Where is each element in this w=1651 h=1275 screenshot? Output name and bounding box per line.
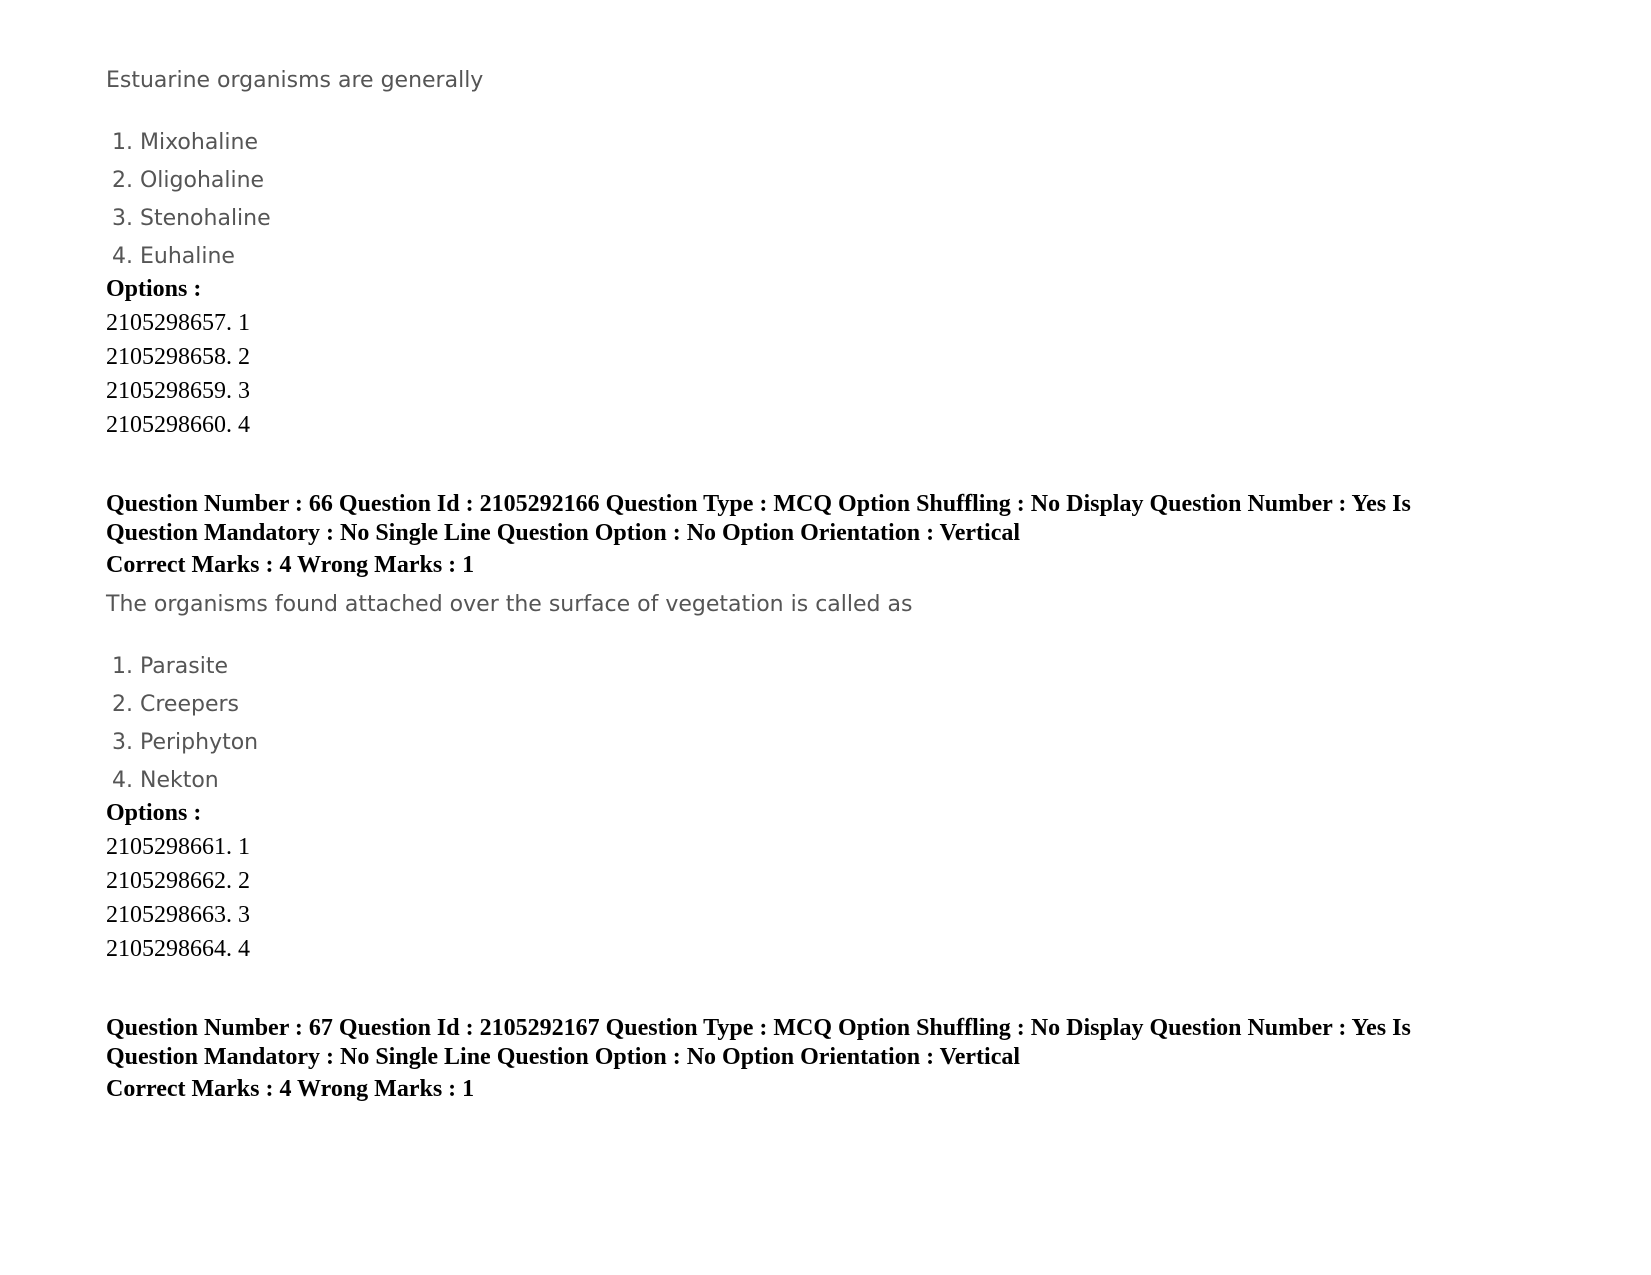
option-item: 2105298658. 2 xyxy=(106,344,250,370)
choice-list xyxy=(106,648,258,800)
options-label: Options : xyxy=(106,276,202,302)
option-list xyxy=(106,830,250,966)
option-list xyxy=(106,306,250,442)
question-marks: Correct Marks : 4 Wrong Marks : 1 xyxy=(106,1076,475,1102)
question-meta: Question Number : 67 Question Id : 2105292167 Question Type : MCQ Option Shuffling : No Display Question Number : Yes Is Question Mandatory : No Single Line Question Option : No Option Orientation : Vertical xyxy=(106,1015,1411,1070)
question-meta: Question Number : 66 Question Id : 2105292166 Question Type : MCQ Option Shuffling : No Display Question Number : Yes Is Question Mandatory : No Single Line Question Option : No Option Orientation : Vertical xyxy=(106,491,1411,546)
option-item: 2105298659. 3 xyxy=(106,378,250,404)
option-item: 2105298663. 3 xyxy=(106,902,250,928)
choice-list xyxy=(106,124,271,276)
choice-item: 3. Periphyton xyxy=(112,730,259,755)
choice-item: 4. Euhaline xyxy=(112,244,235,269)
option-item: 2105298657. 1 xyxy=(106,310,250,336)
options-label: Options : xyxy=(106,800,202,826)
question-marks: Correct Marks : 4 Wrong Marks : 1 xyxy=(106,552,475,578)
question-text: The organisms found attached over the surface of vegetation is called as xyxy=(106,592,913,617)
option-item: 2105298661. 1 xyxy=(106,834,250,860)
choice-item: 4. Nekton xyxy=(112,768,219,793)
choice-item: 2. Creepers xyxy=(112,692,239,717)
choice-item: 2. Oligohaline xyxy=(112,168,265,193)
question-text: Estuarine organisms are generally xyxy=(106,68,484,93)
choice-item: 1. Mixohaline xyxy=(112,130,259,155)
option-item: 2105298660. 4 xyxy=(106,412,250,438)
choice-item: 3. Stenohaline xyxy=(112,206,271,231)
option-item: 2105298662. 2 xyxy=(106,868,250,894)
option-item: 2105298664. 4 xyxy=(106,936,250,962)
choice-item: 1. Parasite xyxy=(112,654,229,679)
